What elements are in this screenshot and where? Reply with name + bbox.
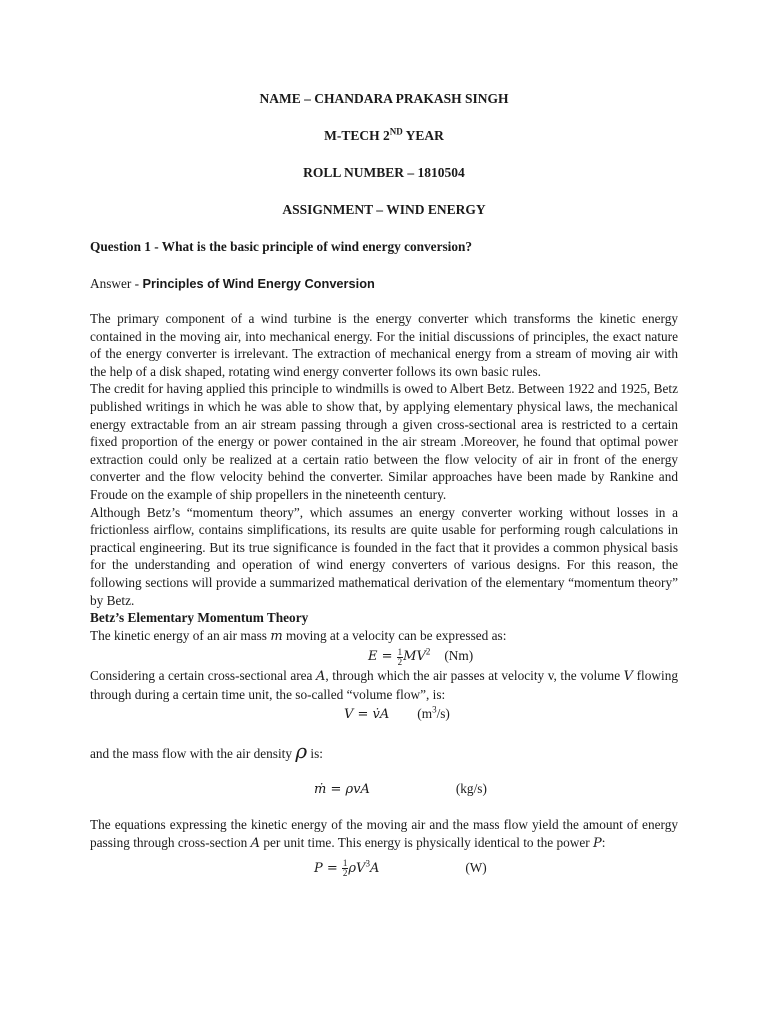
question-heading: Question 1 - What is the basic principle of wind energy conversion? bbox=[90, 239, 473, 254]
energy-text-2: per unit time. This energy is physically identical to the power bbox=[260, 835, 594, 851]
eq4-lhs: P = bbox=[314, 860, 342, 876]
energy-text-3: : bbox=[601, 835, 606, 851]
eq1-denominator: 2 bbox=[397, 656, 403, 667]
eq4-rhs-a: A bbox=[369, 860, 380, 876]
energy-var-a: A bbox=[250, 836, 261, 852]
volume-text-1: Considering a certain cross-sectional area bbox=[90, 668, 317, 684]
roll-number: ROLL NUMBER – 1810504 bbox=[303, 165, 465, 180]
equation-power bbox=[90, 857, 678, 879]
year-superscript: ND bbox=[389, 126, 403, 137]
paragraph-energy-converter: The primary component of a wind turbine is the energy converter which transforms the kinetic energy contained in the moving air, into mechanical energy. For the initial discussions of principles, the exact nature of the energy converter is irrelevant. The extraction of mechanical energy from a stream of moving air with the help of a disk shaped, rotating wind energy converter follows its own basic rules. bbox=[90, 311, 678, 379]
volume-flow-sentence bbox=[90, 667, 678, 703]
massflow-text-pre: and the mass flow with the air density bbox=[90, 746, 296, 762]
volume-text-2: , through which the air passes at velocity v, the volume bbox=[325, 668, 624, 684]
volume-var-v: V bbox=[623, 669, 634, 685]
paragraph-momentum-theory: Although Betz’s “momentum theory”, which assumes an energy converter working without losses in a frictionless airflow, contains simplifications, its results are quite usable for performing rough calculations in practical engineering. But its true significance is founded in the fact that it provides a common physical basis for the understanding and operation of wind energy converters of various designs. For this reason, the following sections will provide a summarized mathematical derivation of the elementary “momentum theory” by Betz. bbox=[90, 504, 678, 608]
kinetic-text-pre: The kinetic energy of an air mass bbox=[90, 627, 271, 643]
paragraph-betz-credit: The credit for having applied this principle to windmills is owed to Albert Betz. Between 1922 and 1925, Betz published writings in which he was able to show that, by applying elementary physical laws, the mechanical energy extractable from an air stream passing through a given cross-sectional area is restricted to a certain fixed proportion of the energy or power contained in the air stream .Moreover, he found that optimal power extraction could only be realized at a certain ratio between the flow velocity of air in front of the energy converter and the flow velocity behind the converter. Similar approaches have been made by Rankine and Froude on the example of ship propellers in the nineteenth century. bbox=[90, 381, 678, 502]
kinetic-var-m: m bbox=[270, 628, 283, 644]
eq2-unit-pre: (m bbox=[417, 706, 433, 722]
eq4-numerator: 1 bbox=[342, 858, 348, 869]
year-prefix: M-TECH 2 bbox=[324, 128, 390, 143]
power-sentence bbox=[90, 816, 678, 852]
energy-var-p: P bbox=[593, 836, 602, 852]
volume-var-a: A bbox=[316, 669, 326, 685]
eq4-rhs: ρV bbox=[348, 860, 366, 876]
eq1-unit: (Nm) bbox=[444, 648, 474, 664]
eq2-unit bbox=[417, 706, 450, 721]
equation-mass-flow bbox=[90, 778, 678, 800]
equation-kinetic-energy bbox=[90, 645, 678, 667]
assignment-title: ASSIGNMENT – WIND ENERGY bbox=[282, 202, 486, 217]
massflow-text-post: is: bbox=[307, 746, 323, 762]
section-heading-betz: Betz’s Elementary Momentum Theory bbox=[90, 610, 309, 626]
eq4-exponent: 3 bbox=[365, 858, 370, 869]
equation-volume-flow bbox=[90, 703, 678, 725]
mass-flow-sentence bbox=[90, 739, 678, 766]
eq2-expression: V = v̇A bbox=[344, 707, 390, 723]
student-name: NAME – CHANDARA PRAKASH SINGH bbox=[259, 91, 509, 106]
energy-text-1: The equations expressing the kinetic energy of the moving air and the mass flow yield the amount of energy passing through cross-section bbox=[90, 817, 678, 851]
rho-symbol: ρ bbox=[295, 739, 308, 764]
kinetic-text-post: moving at a velocity can be expressed as: bbox=[282, 627, 507, 643]
eq4-denominator: 2 bbox=[342, 868, 348, 879]
eq4-unit: (W) bbox=[465, 859, 487, 875]
answer-title: Principles of Wind Energy Conversion bbox=[142, 276, 375, 291]
course-year bbox=[90, 127, 678, 145]
eq1-numerator: 1 bbox=[397, 646, 403, 657]
kinetic-energy-sentence bbox=[90, 627, 678, 646]
document-page bbox=[90, 86, 678, 879]
eq1-rhs: MV bbox=[403, 649, 426, 665]
answer-label: Answer - bbox=[90, 276, 143, 291]
eq1-exponent: 2 bbox=[425, 646, 431, 657]
eq1-lhs: E = bbox=[368, 649, 397, 665]
answer-heading bbox=[90, 275, 678, 293]
volume-text-3: flowing through during a certain time unit, the so-called “volume flow”, is: bbox=[90, 668, 678, 702]
eq3-expression: ṁ = ρvA bbox=[314, 782, 370, 798]
eq3-unit: (kg/s) bbox=[455, 781, 487, 797]
eq2-unit-post: /s) bbox=[436, 706, 450, 722]
year-suffix: YEAR bbox=[402, 128, 444, 143]
eq2-unit-sup: 3 bbox=[432, 705, 437, 716]
